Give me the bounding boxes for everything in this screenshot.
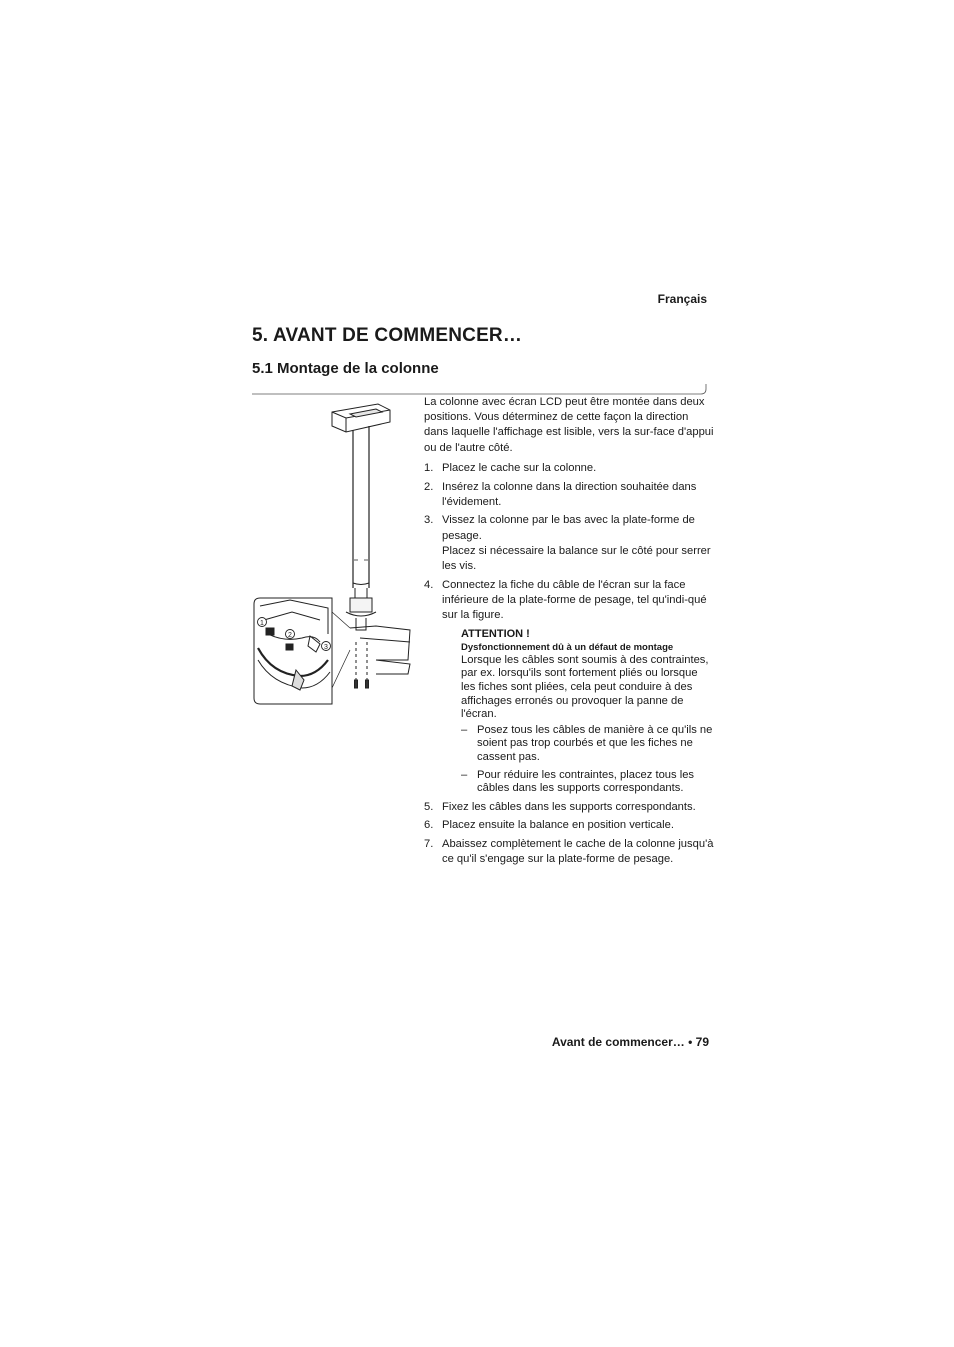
step-item — [424, 578, 714, 624]
dash-marker: – — [461, 723, 468, 736]
intro-paragraph: La colonne avec écran LCD peut être montée dans deux positions. Vous déterminez de cette façon la direction dans laquelle l'affichage est lisible, vers la sur-face d'appui ou de l'autre côté. — [424, 396, 714, 454]
section-title: 5. AVANT DE COMMENCER… — [252, 325, 523, 346]
column-assembly-illustration — [250, 398, 415, 708]
step-number: 2. — [424, 480, 434, 493]
step-item — [424, 800, 714, 815]
step-note: Placez si nécessaire la balance sur le côté pour serrer les vis. — [442, 544, 711, 573]
attention-title: ATTENTION ! — [461, 627, 530, 640]
step-item — [424, 513, 714, 574]
step-number: 5. — [424, 800, 434, 813]
step-number: 1. — [424, 461, 434, 474]
subsection-title: 5.1 Montage de la colonne — [252, 360, 439, 377]
step-text: Placez ensuite la balance en position verticale. — [442, 819, 674, 832]
step-item — [424, 818, 714, 833]
step-number: 4. — [424, 578, 434, 591]
step-text: Connectez la fiche du câble de l'écran sur la face inférieure de la plate-forme de pesage, tel qu'indi-qué sur la figure. — [442, 578, 707, 622]
language-label: Français — [657, 292, 707, 306]
step-item — [424, 480, 714, 510]
attention-box — [461, 627, 714, 796]
step-text: Insérez la colonne dans la direction souhaitée dans l'évidement. — [442, 480, 697, 508]
section-rule — [252, 384, 707, 395]
step-text: Vissez la colonne par le bas avec la plate-forme de pesage. — [442, 514, 695, 542]
attention-bullets — [461, 724, 714, 796]
step-text: Fixez les câbles dans les supports correspondants. — [442, 800, 696, 813]
step-text: Placez le cache sur la colonne. — [442, 461, 597, 474]
figure-callout-3: 3 — [324, 644, 328, 651]
step-text: Abaissez complètement le cache de la colonne jusqu'à ce qu'il s'engage sur la plate-forme de pesage. — [442, 838, 714, 866]
dash-marker: – — [461, 768, 468, 781]
step-item — [424, 461, 714, 476]
body-text — [424, 395, 714, 871]
attention-subtitle: Dysfonctionnement dû à un défaut de montage — [461, 641, 674, 653]
figure-callout-1: 1 — [260, 620, 264, 627]
step-number: 3. — [424, 514, 434, 527]
step-number: 6. — [424, 819, 434, 832]
attention-bullet-text: Pour réduire les contraintes, placez tous les câbles dans les supports correspondants. — [477, 768, 695, 795]
attention-bullet — [461, 724, 714, 765]
steps-list-continued — [424, 800, 714, 868]
attention-bullet-text: Posez tous les câbles de manière à ce qu'ils ne soient pas trop courbés et que les fiches ne cassent pas. — [477, 723, 713, 763]
page-footer: Avant de commencer… • 79 — [551, 1035, 709, 1049]
figure-callout-2: 2 — [288, 632, 292, 639]
steps-list — [424, 461, 714, 624]
step-number: 7. — [424, 838, 434, 851]
attention-text: Lorsque les câbles sont soumis à des contraintes, par ex. lorsqu'ils sont fortement pliés ou lorsque les fiches sont pliées, cela peut conduire à des affichages erronés ou provoquer la panne de l'écran. — [461, 653, 709, 721]
attention-bullet — [461, 769, 714, 796]
step-item — [424, 837, 714, 867]
